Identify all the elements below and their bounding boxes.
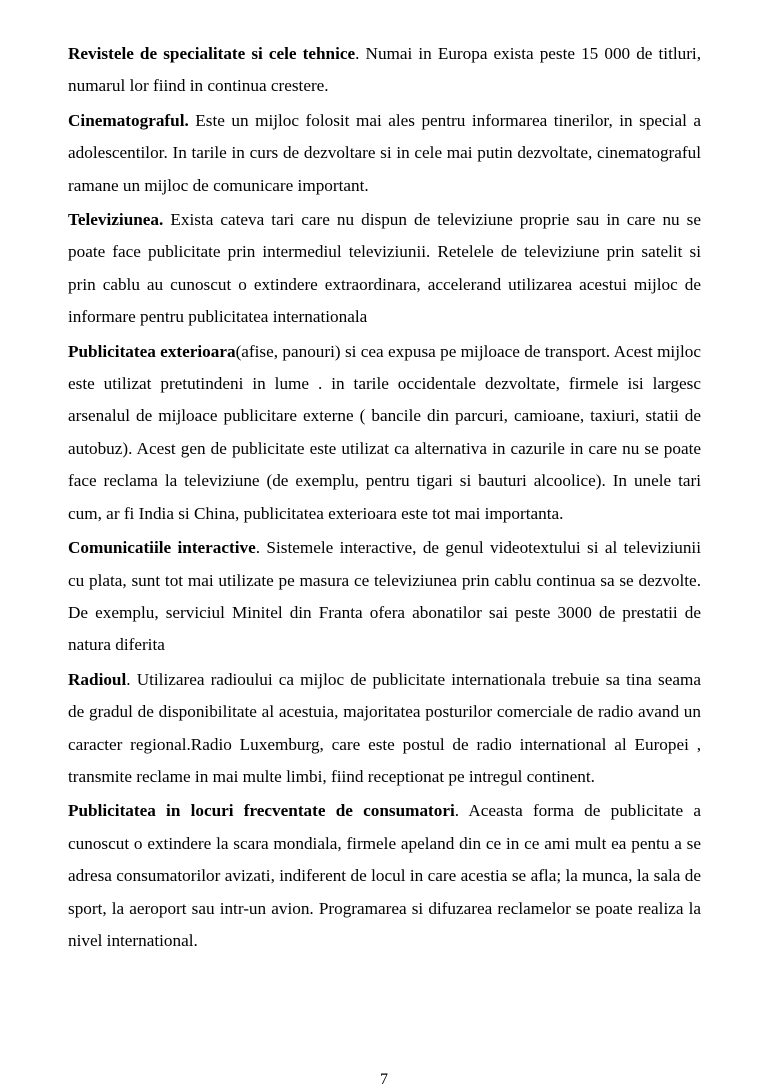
- paragraph-publicitatea-exterioara: [68, 336, 701, 530]
- paragraph-heading: Radioul: [68, 669, 127, 689]
- paragraph-heading: Televiziunea.: [68, 210, 164, 230]
- paragraph-text: (afise, panouri) si cea expusa pe mijloace de transport. Acest mijloc este utilizat pretutindeni in lume . in tarile occidentale dezvoltate, firmele isi largesc arsenalul de mijloace publicitare externe ( bancile din parcuri, camioane, taxiuri, statii de autobuz). Acest gen de publicitate este utilizat ca alternativa in cazurile in care nu se poate face reclama la televiziune (de exemplu, pentru tigari si bauturi alcoolice). In unele tari cum, ar fi India si China, publicitatea exterioara este tot mai importanta.: [68, 341, 701, 523]
- paragraph-text: Exista cateva tari care nu dispun de televiziune proprie sau in care nu se poate face publicitate prin intermediul televiziunii. Retelele de televiziune prin satelit si prin cablu au cunoscut o extindere extraordinara, accelerand utilizarea acestui mijloc de informare pentru publicitatea internationala: [68, 210, 701, 327]
- page-number: 7: [380, 1071, 388, 1088]
- paragraph-heading: Publicitatea in locuri frecventate de consumatori: [68, 801, 455, 821]
- paragraph-heading: Revistele de specialitate si cele tehnice: [68, 44, 356, 63]
- document-body: [68, 38, 701, 959]
- paragraph-text: . Aceasta forma de publicitate a cunoscut o extindere la scara mondiala, firmele apeland din ce in ce ami mult ea pentu a se adresa consumatorilor avizati, indiferent de locul in care acestia se afla; la munca, la sala de sport, la aeroport sau intr-un avion. Programarea si difuzarea reclamelor se poate realiza la nivel international.: [68, 801, 701, 950]
- paragraph-comunicatiile-interactive: [68, 532, 701, 662]
- paragraph-radioul: [68, 664, 701, 794]
- paragraph-heading: Publicitatea exterioara: [68, 341, 236, 361]
- paragraph-publicitatea-locuri: [68, 795, 701, 957]
- paragraph-text: . Utilizarea radioului ca mijloc de publicitate internationala trebuie sa tina seama de gradul de disponibilitate al acestuia, majoritatea posturilor comerciale de radio avand un caracter regional.Radio Luxemburg, care este postul de radio international al Europei , transmite reclame in mai multe limbi, fiind receptionat pe intregul continent.: [68, 669, 701, 786]
- paragraph-heading: Comunicatiile interactive: [68, 538, 256, 558]
- paragraph-revistele: [68, 38, 701, 103]
- paragraph-cinematograful: [68, 105, 701, 202]
- paragraph-text: . Numai in Europa exista peste 15 000 de titluri, numarul lor fiind in continua crestere.: [68, 44, 702, 96]
- paragraph-televiziunea: [68, 204, 701, 334]
- paragraph-text: Este un mijloc folosit mai ales pentru informarea tinerilor, in special a adolescentilor. In tarile in curs de dezvoltare si in cele mai putin dezvoltate, cinematograful ramane un mijloc de comunicare important.: [68, 110, 701, 195]
- paragraph-text: . Sistemele interactive, de genul videotextului si al televiziunii cu plata, sunt tot mai utilizate pe masura ce televiziunea prin cablu continua sa se dezvolte. De exemplu, serviciul Minitel din Franta ofera abonatilor sai peste 3000 de prestatii de natura diferita: [68, 538, 701, 655]
- paragraph-heading: Cinematograful.: [68, 110, 189, 130]
